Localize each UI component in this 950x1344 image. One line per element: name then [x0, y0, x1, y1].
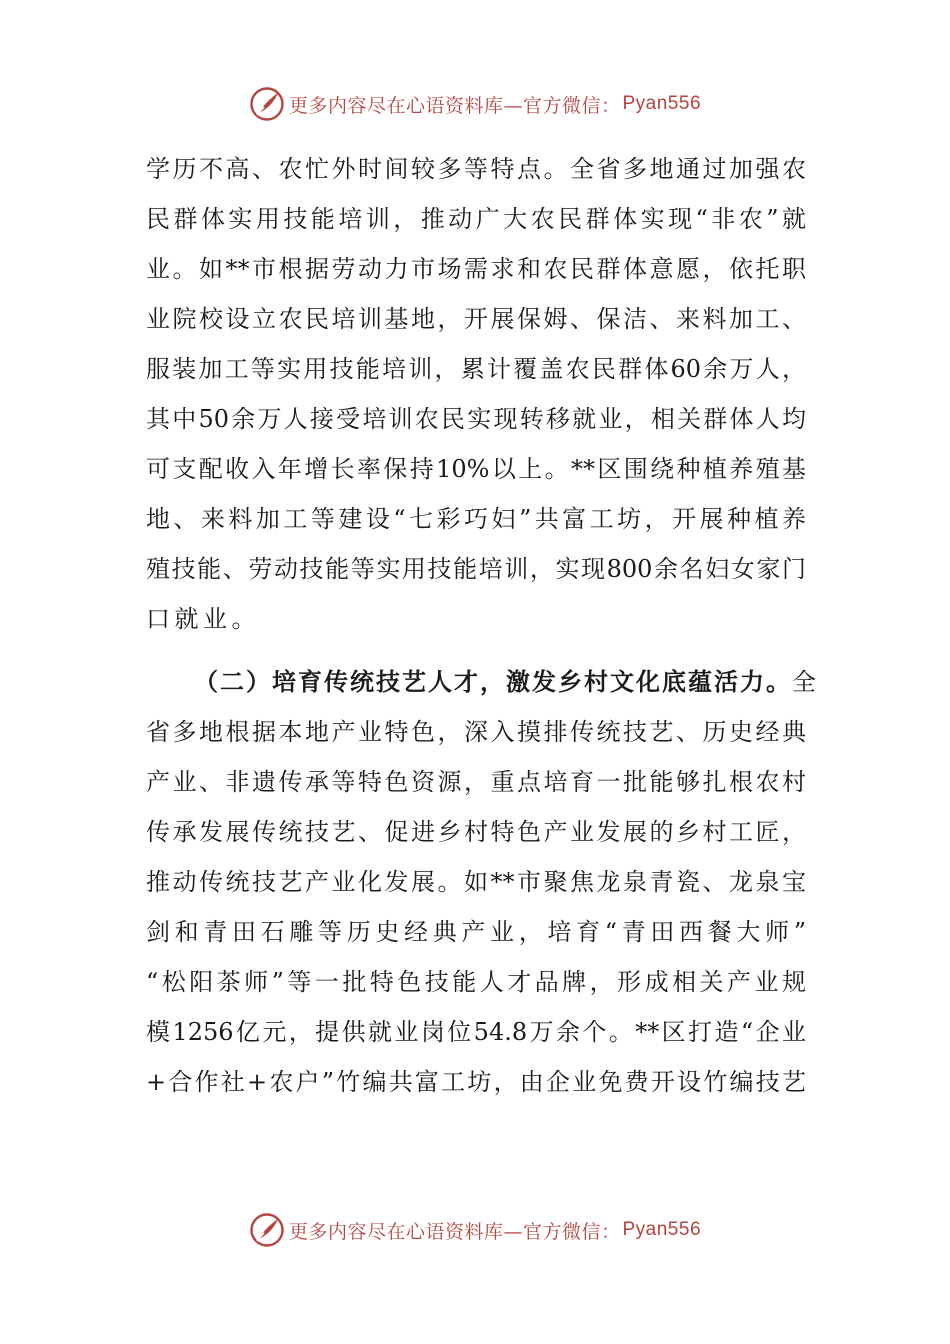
- header-brand-text: 更多内容尽在心语资料库—官方微信：: [288, 94, 621, 117]
- quill-pen-logo-icon: [249, 1212, 285, 1248]
- text-line: 省多地根据本地产业特色，深入摸排传统技艺、历史经典: [146, 718, 806, 746]
- text-line: 口就业。: [146, 605, 260, 633]
- text-line: 传承发展传统技艺、促进乡村特色产业发展的乡村工匠，: [146, 818, 806, 846]
- paragraph-1: [146, 144, 806, 644]
- quill-pen-logo-icon: [249, 86, 285, 122]
- text-line: 模1256亿元，提供就业岗位54.8万余个。**区打造“企业: [146, 1018, 806, 1046]
- footer-watermark: [0, 1210, 950, 1250]
- heading-tail-text: 全: [792, 668, 818, 696]
- paragraph-2: [146, 657, 818, 1107]
- text-line: 业。如**市根据劳动力市场需求和农民群体意愿，依托职: [146, 255, 806, 283]
- text-line: 可支配收入年增长率保持10%以上。**区围绕种植养殖基: [146, 455, 806, 483]
- section-heading: （二）培育传统技艺人才，激发乡村文化底蕴活力。: [194, 667, 792, 696]
- text-line: 殖技能、劳动技能等实用技能培训，实现800余名妇女家门: [146, 555, 806, 583]
- text-line: 学历不高、农忙外时间较多等特点。全省多地通过加强农: [146, 155, 806, 183]
- text-line: 推动传统技艺产业化发展。如**市聚焦龙泉青瓷、龙泉宝: [146, 868, 806, 896]
- document-body: [146, 144, 818, 1107]
- text-line: 民群体实用技能培训，推动广大农民群体实现“非农”就: [146, 205, 806, 233]
- header-watermark: [0, 84, 950, 124]
- section-heading-line: [146, 657, 818, 707]
- text-line: 服装加工等实用技能培训，累计覆盖农民群体60余万人，: [146, 355, 806, 383]
- text-line: 产业、非遗传承等特色资源，重点培育一批能够扎根农村: [146, 768, 806, 796]
- text-line: 剑和青田石雕等历史经典产业，培育“青田西餐大师”: [146, 918, 806, 946]
- text-line: 其中50余万人接受培训农民实现转移就业，相关群体人均: [146, 405, 806, 433]
- footer-brand-text: 更多内容尽在心语资料库—官方微信：: [288, 1220, 621, 1243]
- text-line: 地、来料加工等建设“七彩巧妇”共富工坊，开展种植养: [146, 505, 806, 533]
- text-line: 业院校设立农民培训基地，开展保姆、保洁、来料加工、: [146, 305, 806, 333]
- footer-wechat-id: Pyan556: [622, 1219, 702, 1240]
- text-line: +合作社+农户”竹编共富工坊，由企业免费开设竹编技艺: [146, 1068, 806, 1096]
- text-line: “松阳茶师”等一批特色技能人才品牌，形成相关产业规: [146, 968, 806, 996]
- header-wechat-id: Pyan556: [622, 93, 702, 114]
